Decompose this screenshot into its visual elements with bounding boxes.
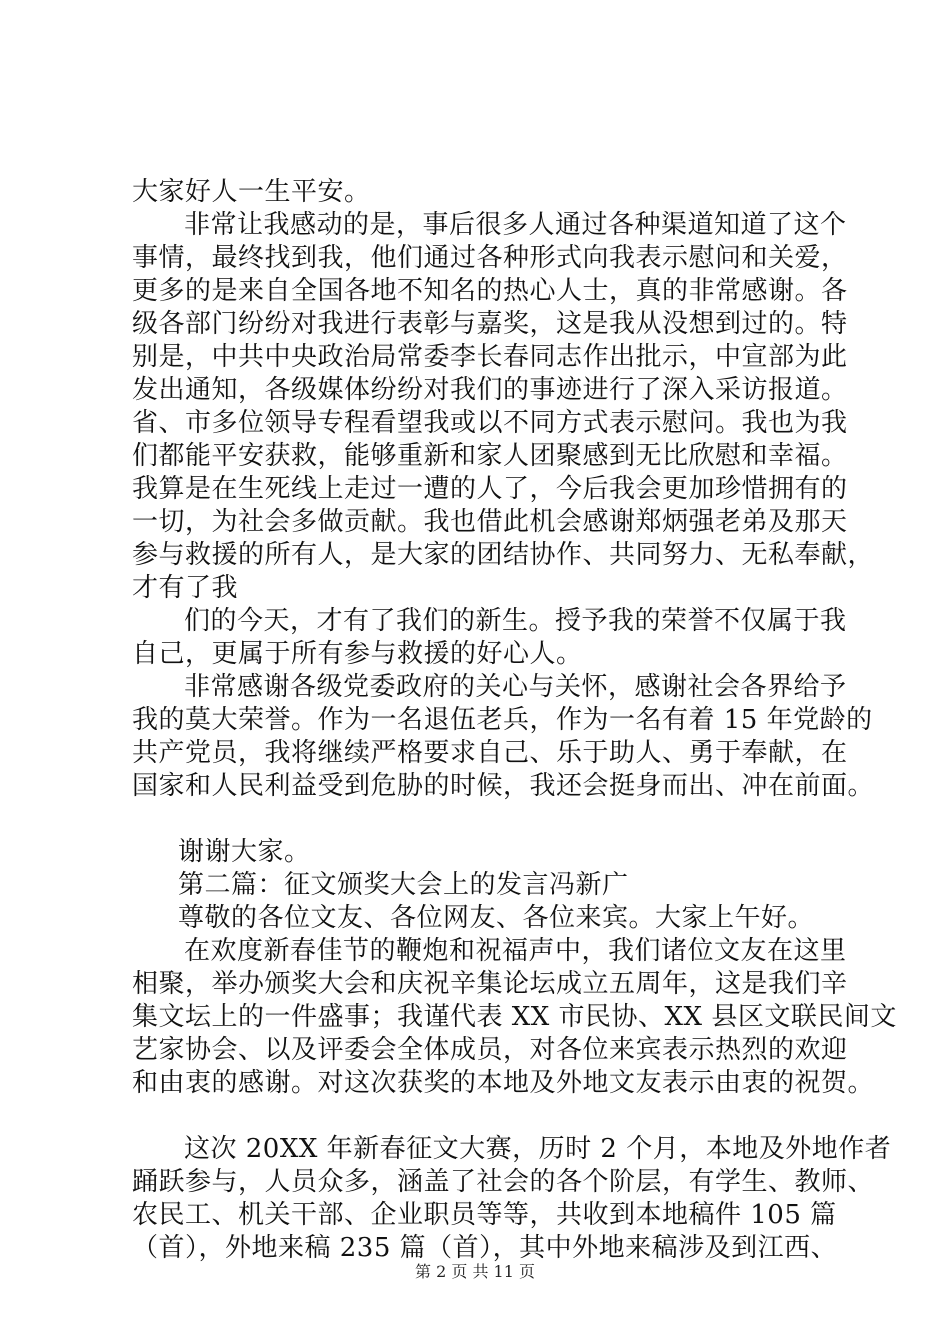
text-line: 参与救援的所有人，是大家的团结协作、共同努力、无私奉献， (132, 540, 875, 570)
text-line: 们的今天，才有了我们的新生。授予我的荣誉不仅属于我 (184, 606, 847, 636)
text-line: 非常感谢各级党委政府的关心与关怀，感谢社会各界给予 (184, 672, 847, 702)
text-line: 非常让我感动的是，事后很多人通过各种渠道知道了这个 (184, 210, 847, 240)
text-line: 尊敬的各位文友、各位网友、各位来宾。大家上午好。 (178, 903, 815, 933)
text-line: 我的莫大荣誉。作为一名退伍老兵，作为一名有着 15 年党龄的 (132, 705, 873, 735)
text-line: 谢谢大家。 (178, 837, 311, 867)
text-line: 农民工、机关干部、企业职员等等，共收到本地稿件 105 篇 (132, 1200, 837, 1230)
text-line: （首），外地来稿 235 篇（首），其中外地来稿涉及到江西、 (132, 1233, 838, 1263)
text-line: 在欢度新春佳节的鞭炮和祝福声中，我们诸位文友在这里 (184, 936, 847, 966)
text-line: 发出通知，各级媒体纷纷对我们的事迹进行了深入采访报道。 (132, 375, 848, 405)
text-line: 才有了我 (132, 573, 239, 603)
page-footer: 第 2 页 共 11 页 (415, 1262, 535, 1281)
text-line: 这次 20XX 年新春征文大赛，历时 2 个月，本地及外地作者 (184, 1134, 892, 1164)
text-line: 相聚，举办颁奖大会和庆祝辛集论坛成立五周年，这是我们辛 (132, 969, 848, 999)
text-line: 我算是在生死线上走过一遭的人了，今后我会更加珍惜拥有的 (132, 474, 848, 504)
text-line: 和由衷的感谢。对这次获奖的本地及外地文友表示由衷的祝贺。 (132, 1068, 875, 1098)
text-line: 艺家协会、以及评委会全体成员，对各位来宾表示热烈的欢迎 (132, 1035, 848, 1065)
text-line: 国家和人民利益受到危胁的时候，我还会挺身而出、冲在前面。 (132, 771, 875, 801)
text-line: 级各部门纷纷对我进行表彰与嘉奖，这是我从没想到过的。特 (132, 309, 848, 339)
text-line: 更多的是来自全国各地不知名的热心人士，真的非常感谢。各 (132, 276, 848, 306)
text-line: 踊跃参与，人员众多，涵盖了社会的各个阶层，有学生、教师、 (132, 1167, 875, 1197)
text-line: 集文坛上的一件盛事；我谨代表 XX 市民协、XX 县区文联民间文 (132, 1002, 897, 1032)
text-line: 事情，最终找到我，他们通过各种形式向我表示慰问和关爱， (132, 243, 848, 273)
text-line: 大家好人一生平安。 (132, 177, 371, 207)
text-line: 一切，为社会多做贡献。我也借此机会感谢郑炳强老弟及那天 (132, 507, 848, 537)
text-line: 省、市多位领导专程看望我或以不同方式表示慰问。我也为我 (132, 408, 848, 438)
section-heading: 第二篇：征文颁奖大会上的发言冯新广 (178, 870, 629, 900)
text-line: 们都能平安获救，能够重新和家人团聚感到无比欣慰和幸福。 (132, 441, 848, 471)
text-line: 共产党员，我将继续严格要求自己、乐于助人、勇于奉献，在 (132, 738, 848, 768)
text-line: 别是，中共中央政治局常委李长春同志作出批示，中宣部为此 (132, 342, 848, 372)
text-line: 自己，更属于所有参与救援的好心人。 (132, 639, 583, 669)
